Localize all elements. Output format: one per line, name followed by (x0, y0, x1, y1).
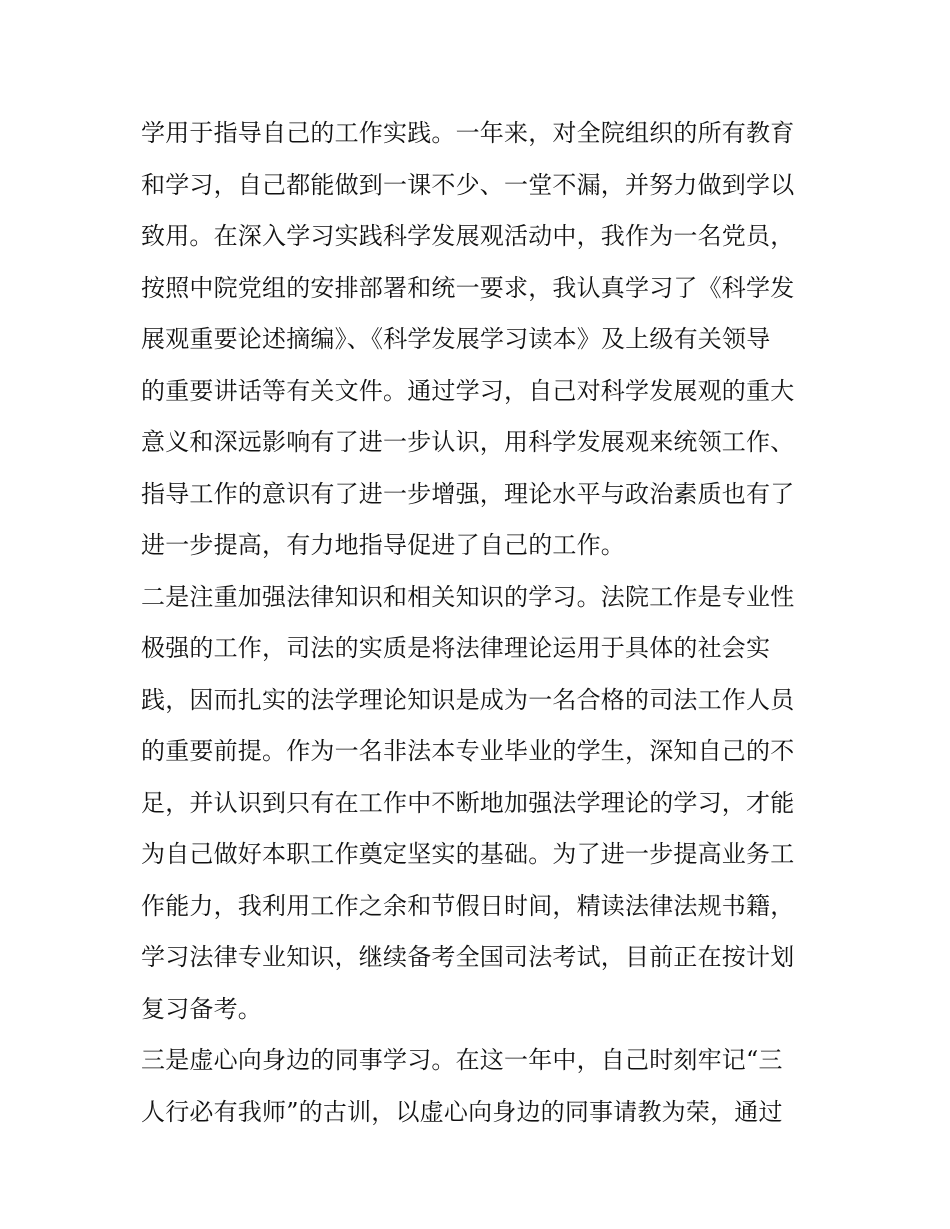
text-line: 复习备考。 (141, 994, 262, 1023)
text-line: 的重要讲话等有关文件。通过学习，自己对科学发展观的重大 (141, 376, 795, 405)
text-line: 三是虚心向身边的同事学习。在这一年中，自己时刻牢记“三 (141, 1046, 783, 1074)
text-line: 足，并认识到只有在工作中不断地加强法学理论的学习，才能 (141, 788, 795, 817)
text-line: 和学习，自己都能做到一课不少、一堂不漏，并努力做到学以 (141, 170, 795, 199)
text-line: 学用于指导自己的工作实践。一年来，对全院组织的所有教育 (141, 119, 795, 147)
body-text (141, 108, 831, 1138)
text-line: 为自己做好本职工作奠定坚实的基础。为了进一步提高业务工 (141, 840, 795, 868)
text-line: 作能力，我利用工作之余和节假日时间，精读法律法规书籍， (141, 891, 795, 920)
text-line: 人行必有我师”的古训，以虚心向身边的同事请教为荣，通过 (141, 1097, 783, 1126)
text-line: 学习法律专业知识，继续备考全国司法考试，目前正在按计划 (141, 943, 795, 971)
text-line: 的重要前提。作为一名非法本专业毕业的学生，深知自己的不 (141, 737, 795, 765)
text-line: 意义和深远影响有了进一步认识，用科学发展观来统领工作、 (141, 428, 795, 456)
text-line: 致用。在深入学习实践科学发展观活动中，我作为一名党员， (141, 222, 795, 250)
text-line: 进一步提高，有力地指导促进了自己的工作。 (141, 531, 625, 559)
text-line: 二是注重加强法律知识和相关知识的学习。法院工作是专业性 (141, 582, 795, 611)
text-line: 指导工作的意识有了进一步增强，理论水平与政治素质也有了 (141, 479, 795, 508)
text-line: 展观重要论述摘编》、《科学发展学习读本》及上级有关领导 (141, 325, 771, 353)
text-line: 极强的工作，司法的实质是将法律理论运用于具体的社会实 (141, 634, 771, 662)
text-line: 践，因而扎实的法学理论知识是成为一名合格的司法工作人员 (141, 685, 795, 714)
text-line: 按照中院党组的安排部署和统一要求，我认真学习了《科学发 (141, 273, 795, 302)
